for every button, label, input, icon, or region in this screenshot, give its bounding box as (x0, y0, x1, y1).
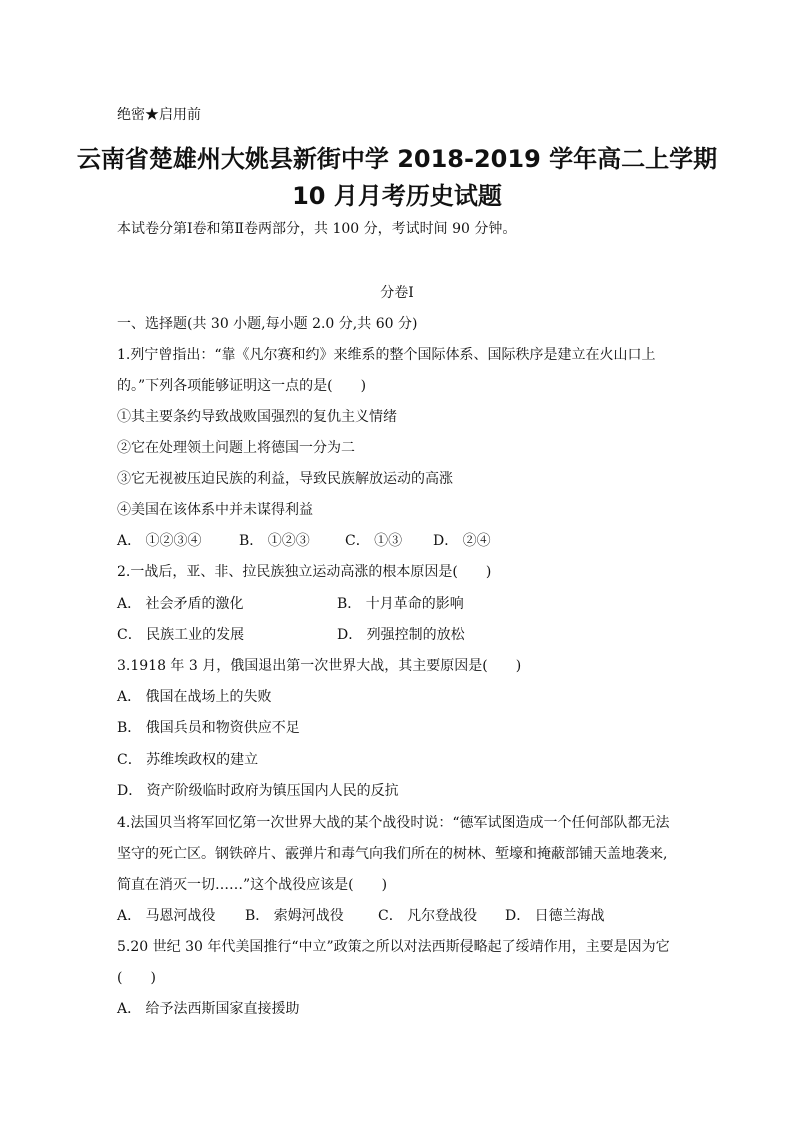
q1-item-1: ①其主要条约导致战败国强烈的复仇主义情绪 (117, 409, 397, 425)
confidential-label: 绝密★启用前 (117, 107, 201, 123)
q3-option-b: B． 俄国兵员和物资供应不足 (117, 720, 300, 736)
q3-stem: 3.1918 年 3 月，俄国退出第一次世界大战，其主要原因是( ) (117, 658, 522, 674)
q5-stem-line1: 5.20 世纪 30 年代美国推行“中立”政策之所以对法西斯侵略起了绥靖作用，主要是因为它 (117, 939, 670, 955)
q3-option-a: A． 俄国在战场上的失败 (117, 689, 272, 705)
q1-option-b: B． ①②③ (239, 533, 310, 549)
q4-stem-line2: 坚守的死亡区。钢铁碎片、霰弹片和毒气向我们所在的树林、堑壕和掩蔽部铺天盖地袭来, (117, 846, 668, 862)
q1-item-3: ③它无视被压迫民族的利益，导致民族解放运动的高涨 (117, 471, 453, 487)
q4-option-d: D． 日德兰海战 (505, 908, 605, 924)
q1-option-d: D． ②④ (433, 533, 491, 549)
q1-option-a: A． ①②③④ (117, 533, 202, 549)
q4-option-b: B． 索姆河战役 (245, 908, 344, 924)
section-title: 分卷Ⅰ (380, 285, 414, 301)
q1-stem-line1: 1.列宁曾指出：“靠《凡尔赛和约》来维系的整个国际体系、国际秩序是建立在火山口上 (117, 347, 656, 363)
q3-option-c: C． 苏维埃政权的建立 (117, 752, 259, 768)
q2-option-c: C． 民族工业的发展 (117, 627, 245, 643)
q2-option-b: B． 十月革命的影响 (337, 596, 464, 612)
q1-stem-line2: 的。”下列各项能够证明这一点的是( ) (117, 378, 367, 394)
q2-stem: 2.一战后，亚、非、拉民族独立运动高涨的根本原因是( ) (117, 564, 492, 580)
exam-title-line2: 10 月月考历史试题 (292, 182, 502, 210)
q5-stem-line2: ( ) (117, 970, 156, 986)
q1-item-2: ②它在处理领土问题上将德国一分为二 (117, 440, 355, 456)
q4-stem-line1: 4.法国贝当将军回忆第一次世界大战的某个战役时说：“德军试图造成一个任何部队都无法 (117, 815, 670, 831)
q2-option-d: D． 列强控制的放松 (337, 627, 465, 643)
q4-option-c: C． 凡尔登战役 (378, 908, 478, 924)
q1-option-c: C． ①③ (345, 533, 403, 549)
q3-option-d: D． 资产阶级临时政府为镇压国内人民的反抗 (117, 783, 399, 799)
exam-title-line1: 云南省楚雄州大姚县新街中学 2018-2019 学年高二上学期 (76, 145, 718, 173)
q1-item-4: ④美国在该体系中并未谋得利益 (117, 502, 313, 518)
exam-intro: 本试卷分第Ⅰ卷和第Ⅱ卷两部分，共 100 分，考试时间 90 分钟。 (117, 221, 517, 237)
section-heading: 一、选择题(共 30 小题,每小题 2.0 分,共 60 分) (117, 316, 418, 332)
q4-stem-line3: 简直在消灭一切……”这个战役应该是( ) (117, 877, 388, 893)
q2-option-a: A． 社会矛盾的激化 (117, 596, 244, 612)
q4-option-a: A． 马恩河战役 (117, 908, 216, 924)
q5-option-a: A． 给予法西斯国家直接援助 (117, 1001, 300, 1017)
